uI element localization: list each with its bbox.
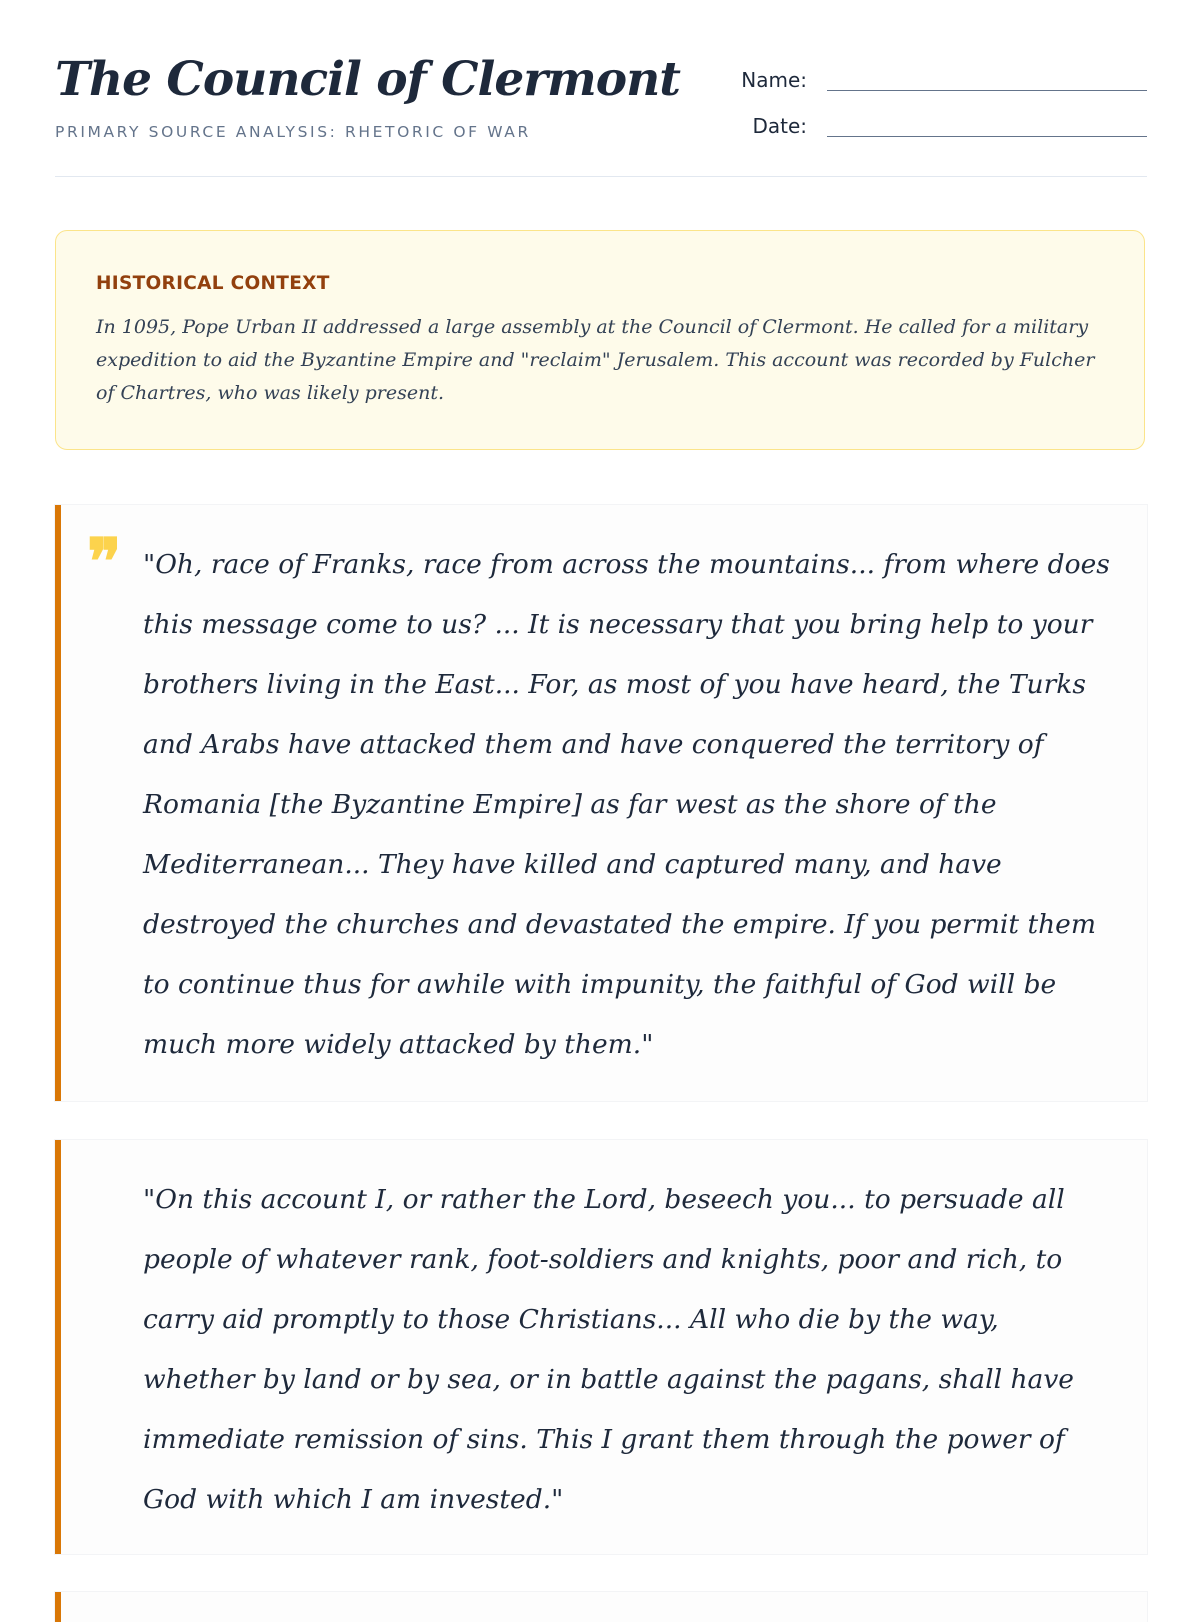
source-quote-2 [55, 1140, 1147, 1554]
name-field [717, 68, 1147, 98]
date-label: Date: [752, 114, 807, 138]
name-input-line[interactable] [827, 90, 1147, 91]
context-body: In 1095, Pope Urban II addressed a large assembly at the Council of Clermont. He called for a military expedition to aid the Byzantine Empire and "reclaim" Jerusalem. This account was recorded by Fulcher of Chartres, who was likely present. [96, 316, 1095, 404]
name-label: Name: [741, 68, 807, 92]
date-field [717, 114, 1147, 144]
quote-text-2: "On this account I, or rather the Lord, beseech you... to persuade all people of whatever rank, foot-soldiers and knights, poor and rich, to carry aid promptly to those Christians... All who die by the way, whether by land or by sea, or in battle against the pagans, shall have immediate remission of sins. This I grant them through the power of God with which I am invested." [143, 1184, 1074, 1515]
page-title: The Council of Clermont [55, 52, 681, 107]
quote-mark-icon: ❞ [87, 525, 122, 600]
date-input-line[interactable] [827, 136, 1147, 137]
page-subtitle: PRIMARY SOURCE ANALYSIS: RHETORIC OF WAR [55, 123, 531, 141]
worksheet-header [55, 52, 1147, 177]
quote-text-1: "Oh, race of Franks, race from across the mountains... from where does this message come to us? ... It is necessary that you bring help to your brothers living in the East... For, as most of you have heard, the Turks and Arabs have attacked them and have conquered the territory of Romania [the Byzantine Empire] as far west as the shore of the Mediterranean... They have killed and captured many, and have destroyed the churches and devastated the empire. If you permit them to continue thus for awhile with impunity, the faithful of God will be much more widely attacked by them." [143, 549, 1110, 1060]
source-quote-3-partial [55, 1592, 1147, 1622]
source-quote-1 [55, 505, 1147, 1101]
context-heading: HISTORICAL CONTEXT [96, 273, 330, 294]
historical-context-box [55, 230, 1145, 450]
